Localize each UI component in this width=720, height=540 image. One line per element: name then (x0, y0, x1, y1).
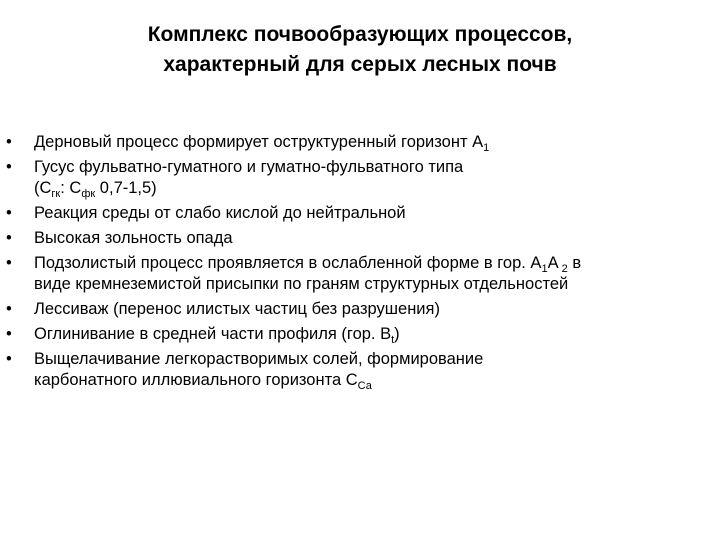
bullet-item (6, 324, 706, 345)
title-line-2: характерный для серых лесных почв (163, 53, 557, 76)
bullet-marker: • (6, 300, 12, 318)
bullet-marker: • (6, 158, 12, 176)
bullet-text: Оглинивание в средней части профиля (гор. В (34, 325, 392, 343)
bullet-item (6, 253, 706, 295)
subscript: гк (51, 188, 61, 200)
subscript: фк (81, 188, 96, 200)
bullet-marker: • (6, 133, 12, 151)
text-part: ) (394, 325, 400, 343)
bullet-marker: • (6, 325, 12, 343)
title-line-1: Комплекс почвообразующих процессов, (147, 23, 573, 46)
bullet-marker: • (6, 229, 12, 247)
text-part: (С (34, 179, 52, 197)
text-part: : С (60, 179, 82, 197)
bullet-list (6, 132, 706, 395)
bullet-item (6, 157, 706, 199)
subscript: 1 (541, 263, 548, 275)
subscript: t (391, 334, 395, 346)
bullet-item (6, 299, 706, 320)
bullet-continuation: виде кремнеземистой присыпки по граням структурных отдельностей (34, 275, 569, 293)
bullet-item (6, 132, 706, 153)
subscript: 2 (558, 263, 568, 275)
bullet-text: Высокая зольность опада (34, 229, 233, 247)
bullet-marker: • (6, 254, 12, 272)
bullet-item (6, 203, 706, 224)
bullet-item (6, 349, 706, 391)
bullet-text: Лессиваж (перенос илистых частиц без разрушения) (34, 300, 440, 318)
slide-title (60, 20, 660, 80)
bullet-continuation (34, 178, 706, 199)
bullet-text: Выщелачивание легкорастворимых солей, формирование (34, 350, 484, 368)
text-part: А (547, 254, 559, 272)
text-part: карбонатного иллювиального горизонта С (34, 371, 358, 389)
bullet-item (6, 228, 706, 249)
text-part: 0,7-1,5) (95, 179, 157, 197)
subscript: 1 (483, 142, 490, 154)
bullet-text: Дерновый процесс формирует оструктуренный горизонт А (34, 133, 484, 151)
text-part: в (567, 254, 582, 272)
bullet-text: Гусус фульватно-гуматного и гуматно-фульватного типа (34, 158, 464, 176)
bullet-text: Подзолистый процесс проявляется в ослабленной форме в гор. А (34, 254, 542, 272)
bullet-marker: • (6, 350, 12, 368)
bullet-text: Реакция среды от слабо кислой до нейтральной (34, 204, 406, 222)
bullet-continuation (34, 370, 706, 391)
bullet-marker: • (6, 204, 12, 222)
subscript: Са (357, 380, 372, 392)
